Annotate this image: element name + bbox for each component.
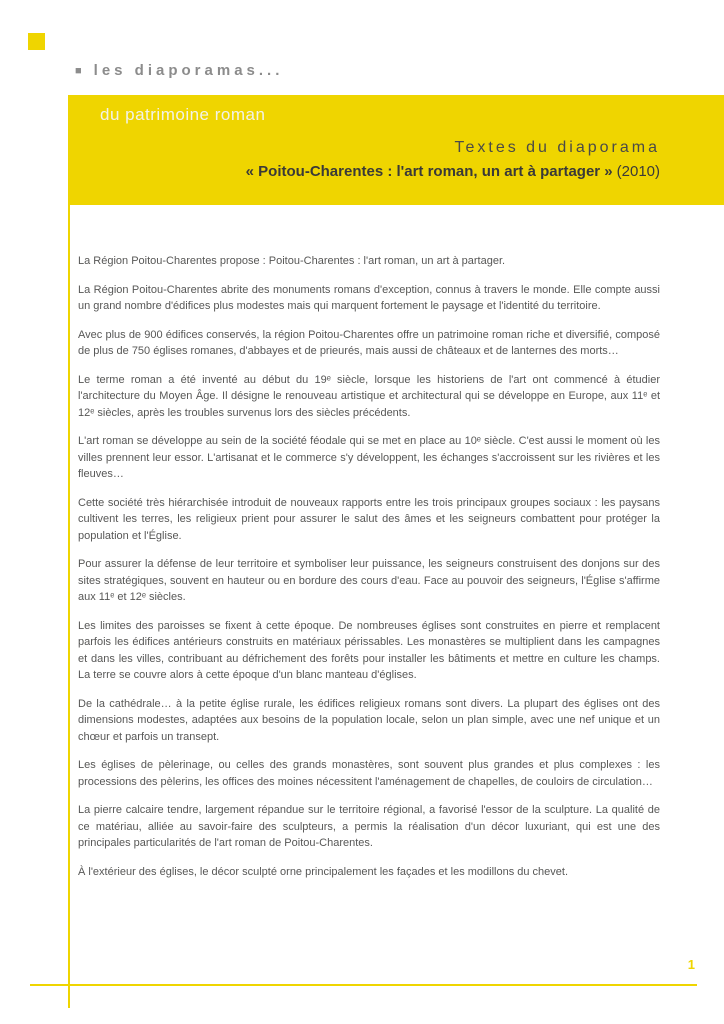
paragraph: Pour assurer la défense de leur territoire et symboliser leur puissance, les seigneurs construisent des donjons sur des sites stratégiques, souvent en hauteur ou en bordure des cours d'eau. Face au pouvoir des seigneurs, l'Église s'affirme aux 11ᵉ et 12ᵉ siècles. xyxy=(78,558,660,603)
paragraph: La Région Poitou-Charentes abrite des monuments romans d'exception, connus à travers le monde. Elle compte aussi un grand nombre d'édifices plus modestes mais qui marquent fortement le paysage et l'identité du territoire. xyxy=(78,283,660,312)
corner-accent-square xyxy=(28,33,45,50)
paragraph: Avec plus de 900 édifices conservés, la région Poitou-Charentes offre un patrimoine roman riche et diversifié, composé de plus de 750 églises romanes, d'abbayes et de prieurés, mais aussi de châteaux et de lanternes des morts… xyxy=(78,328,660,357)
series-subtitle: du patrimoine roman xyxy=(100,105,266,124)
page-number: 1 xyxy=(687,957,695,972)
header-band xyxy=(68,95,724,205)
paragraph: Cette société très hiérarchisée introduit de nouveaux rapports entre les trois principaux groupes sociaux : les paysans cultivent les terres, les religieux prient pour assurer le salut des âmes et les seigneurs combattent pour protéger la population et l'Église. xyxy=(78,496,660,542)
series-header xyxy=(75,62,283,79)
left-accent-line xyxy=(68,95,70,1008)
paragraph: Les églises de pèlerinage, ou celles des grands monastères, sont souvent plus grandes et plus complexes : les processions des pèlerins, les offices des moines nécessitent l'aménagement de chapelles, de couloirs de circulation… xyxy=(78,759,660,788)
document-kicker: Textes du diaporama xyxy=(454,139,660,156)
series-label: les diaporamas... xyxy=(93,62,284,79)
body-text xyxy=(78,253,660,892)
paragraph: À l'extérieur des églises, le décor sculpté orne principalement les façades et les modillons du chevet. xyxy=(78,865,569,878)
document-title-text: « Poitou-Charentes : l'art roman, un art à partager » xyxy=(245,163,613,180)
paragraph: La pierre calcaire tendre, largement répandue sur le territoire régional, a favorisé l'essor de la sculpture. La qualité de ce matériau, alliée au savoir-faire des sculpteurs, a permis la réalisation d'un décor luxuriant, qui est une des principales particularités de l'art roman de Poitou-Charentes. xyxy=(78,804,660,849)
document-title-year: (2010) xyxy=(616,163,660,180)
paragraph: De la cathédrale… à la petite église rurale, les édifices religieux romans sont divers. La plupart des églises ont des dimensions modestes, adaptées aux besoins de la population locale, selon un plan simple, avec une nef unique et un chœur et parfois un transept. xyxy=(78,697,660,743)
document-title xyxy=(246,163,660,180)
square-bullet-icon: ■ xyxy=(75,65,86,77)
paragraph: L'art roman se développe au sein de la société féodale qui se met en place au 10ᵉ siècle. C'est aussi le moment où les villes prennent leur essor. L'artisanat et le commerce s'y développent, les échanges s'accroissent sur les rivières et les fleuves… xyxy=(78,435,660,480)
bottom-accent-line xyxy=(30,984,697,986)
paragraph: Les limites des paroisses se fixent à cette époque. De nombreuses églises sont construites en pierre et remplacent parfois les édifices antérieurs construits en matériaux périssables. Les monastères se multiplient dans les campagnes et dans les villes, contribuant au défrichement des forêts pour installer les bâtiments et mettre en culture les champs. La terre se couvre alors à cette époque d'un blanc manteau d'églises. xyxy=(78,619,660,681)
paragraph: La Région Poitou-Charentes propose : Poitou-Charentes : l'art roman, un art à partager. xyxy=(78,255,506,267)
paragraph: Le terme roman a été inventé au début du 19ᵉ siècle, lorsque les historiens de l'art ont commencé à étudier l'architecture du Moyen Âge. Il désigne le renouveau artistique et architectural qui se développe en Europe, aux 11ᵉ et 12ᵉ siècles, après les troubles survenus lors des siècles précédents. xyxy=(78,373,660,419)
